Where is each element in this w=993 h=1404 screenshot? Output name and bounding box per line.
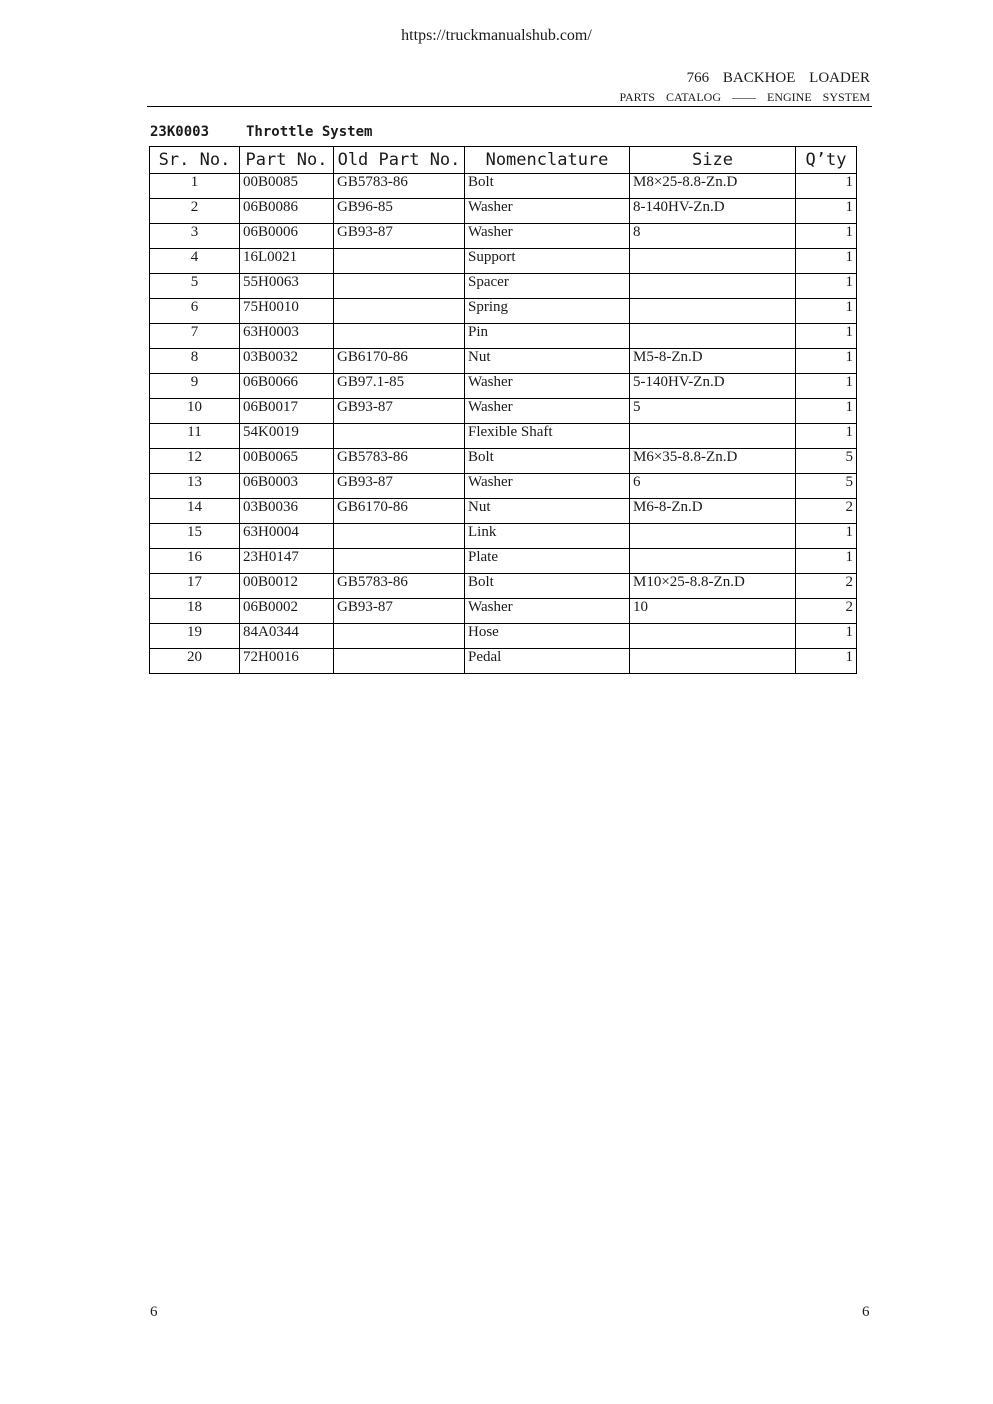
table-row [150, 524, 857, 549]
column-header-sr-no: Sr. No. [150, 147, 240, 174]
cell-old-part-no: GB5783-86 [334, 449, 465, 474]
cell-nomenclature: Plate [465, 549, 630, 574]
section-name: Throttle System [246, 124, 373, 140]
cell-nomenclature: Washer [465, 199, 630, 224]
cell-part-no: 06B0006 [240, 224, 334, 249]
table-row [150, 174, 857, 199]
cell-qty: 1 [796, 174, 857, 199]
cell-qty: 1 [796, 374, 857, 399]
cell-nomenclature: Washer [465, 474, 630, 499]
cell-qty: 1 [796, 299, 857, 324]
cell-qty: 1 [796, 624, 857, 649]
cell-sr-no: 3 [150, 224, 240, 249]
table-row [150, 449, 857, 474]
cell-old-part-no: GB93-87 [334, 399, 465, 424]
cell-qty: 2 [796, 499, 857, 524]
cell-nomenclature: Pin [465, 324, 630, 349]
cell-qty: 1 [796, 424, 857, 449]
cell-size [630, 274, 796, 299]
cell-size [630, 549, 796, 574]
table-row [150, 499, 857, 524]
section-code: 23K0003 [150, 124, 210, 140]
cell-sr-no: 9 [150, 374, 240, 399]
cell-sr-no: 4 [150, 249, 240, 274]
catalog-section-title: PARTS CATALOG —— ENGINE SYSTEM [619, 90, 870, 104]
cell-sr-no: 11 [150, 424, 240, 449]
cell-part-no: 06B0002 [240, 599, 334, 624]
cell-sr-no: 10 [150, 399, 240, 424]
cell-part-no: 03B0036 [240, 499, 334, 524]
cell-qty: 5 [796, 449, 857, 474]
cell-sr-no: 17 [150, 574, 240, 599]
cell-sr-no: 2 [150, 199, 240, 224]
page-number-left: 6 [150, 1304, 158, 1320]
cell-old-part-no: GB5783-86 [334, 174, 465, 199]
cell-sr-no: 5 [150, 274, 240, 299]
cell-qty: 1 [796, 199, 857, 224]
model-title: 766 BACKHOE LOADER [686, 70, 870, 86]
cell-size [630, 324, 796, 349]
cell-sr-no: 20 [150, 649, 240, 674]
cell-nomenclature: Pedal [465, 649, 630, 674]
cell-size: 6 [630, 474, 796, 499]
cell-size: M8×25-8.8-Zn.D [630, 174, 796, 199]
cell-part-no: 06B0066 [240, 374, 334, 399]
cell-sr-no: 6 [150, 299, 240, 324]
cell-nomenclature: Hose [465, 624, 630, 649]
cell-size: 8-140HV-Zn.D [630, 199, 796, 224]
cell-old-part-no [334, 324, 465, 349]
table-row [150, 399, 857, 424]
parts-table-body [150, 174, 857, 674]
table-row [150, 649, 857, 674]
table-row [150, 249, 857, 274]
cell-nomenclature: Bolt [465, 449, 630, 474]
table-row [150, 274, 857, 299]
cell-nomenclature: Nut [465, 499, 630, 524]
cell-old-part-no: GB6170-86 [334, 349, 465, 374]
cell-qty: 2 [796, 574, 857, 599]
cell-size: M6-8-Zn.D [630, 499, 796, 524]
cell-sr-no: 7 [150, 324, 240, 349]
cell-size [630, 524, 796, 549]
cell-old-part-no: GB93-87 [334, 224, 465, 249]
cell-qty: 1 [796, 524, 857, 549]
table-row [150, 624, 857, 649]
cell-sr-no: 19 [150, 624, 240, 649]
cell-size: M6×35-8.8-Zn.D [630, 449, 796, 474]
table-row [150, 374, 857, 399]
column-header-qty: Q’ty [796, 147, 857, 174]
cell-size [630, 299, 796, 324]
cell-old-part-no [334, 299, 465, 324]
cell-nomenclature: Bolt [465, 574, 630, 599]
cell-size: 5 [630, 399, 796, 424]
cell-qty: 1 [796, 324, 857, 349]
table-row [150, 324, 857, 349]
cell-old-part-no: GB93-87 [334, 599, 465, 624]
cell-size: 10 [630, 599, 796, 624]
cell-old-part-no [334, 249, 465, 274]
cell-old-part-no [334, 649, 465, 674]
table-row [150, 424, 857, 449]
table-row [150, 224, 857, 249]
column-header-size: Size [630, 147, 796, 174]
header-divider [147, 106, 872, 107]
cell-part-no: 54K0019 [240, 424, 334, 449]
cell-old-part-no: GB96-85 [334, 199, 465, 224]
cell-part-no: 75H0010 [240, 299, 334, 324]
cell-qty: 1 [796, 249, 857, 274]
cell-nomenclature: Nut [465, 349, 630, 374]
column-header-nomenclature: Nomenclature [465, 147, 630, 174]
cell-part-no: 55H0063 [240, 274, 334, 299]
cell-old-part-no: GB97.1-85 [334, 374, 465, 399]
cell-part-no: 06B0086 [240, 199, 334, 224]
cell-part-no: 23H0147 [240, 549, 334, 574]
cell-part-no: 06B0003 [240, 474, 334, 499]
cell-part-no: 84A0344 [240, 624, 334, 649]
cell-size [630, 624, 796, 649]
cell-sr-no: 16 [150, 549, 240, 574]
cell-old-part-no: GB93-87 [334, 474, 465, 499]
cell-qty: 5 [796, 474, 857, 499]
cell-sr-no: 8 [150, 349, 240, 374]
table-row [150, 299, 857, 324]
cell-nomenclature: Spacer [465, 274, 630, 299]
cell-nomenclature: Support [465, 249, 630, 274]
cell-nomenclature: Washer [465, 599, 630, 624]
cell-qty: 1 [796, 649, 857, 674]
cell-old-part-no: GB6170-86 [334, 499, 465, 524]
cell-nomenclature: Washer [465, 224, 630, 249]
cell-part-no: 16L0021 [240, 249, 334, 274]
cell-part-no: 03B0032 [240, 349, 334, 374]
cell-sr-no: 12 [150, 449, 240, 474]
table-row [150, 599, 857, 624]
cell-old-part-no [334, 549, 465, 574]
cell-sr-no: 13 [150, 474, 240, 499]
cell-size: 8 [630, 224, 796, 249]
cell-sr-no: 18 [150, 599, 240, 624]
cell-qty: 1 [796, 399, 857, 424]
source-url: https://truckmanualshub.com/ [401, 27, 592, 44]
cell-nomenclature: Washer [465, 399, 630, 424]
cell-nomenclature: Flexible Shaft [465, 424, 630, 449]
table-header-row [150, 147, 857, 174]
cell-old-part-no [334, 624, 465, 649]
column-header-old-part-no: Old Part No. [334, 147, 465, 174]
cell-size [630, 649, 796, 674]
cell-sr-no: 1 [150, 174, 240, 199]
cell-part-no: 63H0003 [240, 324, 334, 349]
cell-size [630, 249, 796, 274]
cell-part-no: 72H0016 [240, 649, 334, 674]
table-row [150, 199, 857, 224]
table-row [150, 549, 857, 574]
table-row [150, 349, 857, 374]
section-heading [150, 124, 372, 140]
cell-old-part-no [334, 524, 465, 549]
cell-nomenclature: Spring [465, 299, 630, 324]
cell-qty: 1 [796, 349, 857, 374]
column-header-part-no: Part No. [240, 147, 334, 174]
table-row [150, 474, 857, 499]
cell-size: M10×25-8.8-Zn.D [630, 574, 796, 599]
cell-old-part-no [334, 424, 465, 449]
cell-nomenclature: Link [465, 524, 630, 549]
cell-part-no: 00B0012 [240, 574, 334, 599]
cell-size: 5-140HV-Zn.D [630, 374, 796, 399]
cell-part-no: 00B0085 [240, 174, 334, 199]
cell-nomenclature: Bolt [465, 174, 630, 199]
cell-qty: 1 [796, 224, 857, 249]
cell-size [630, 424, 796, 449]
cell-size: M5-8-Zn.D [630, 349, 796, 374]
cell-old-part-no [334, 274, 465, 299]
cell-nomenclature: Washer [465, 374, 630, 399]
cell-part-no: 06B0017 [240, 399, 334, 424]
parts-table [149, 146, 857, 674]
cell-qty: 1 [796, 274, 857, 299]
cell-old-part-no: GB5783-86 [334, 574, 465, 599]
page-number-right: 6 [862, 1304, 870, 1320]
cell-qty: 2 [796, 599, 857, 624]
cell-sr-no: 14 [150, 499, 240, 524]
cell-sr-no: 15 [150, 524, 240, 549]
cell-part-no: 00B0065 [240, 449, 334, 474]
table-row [150, 574, 857, 599]
cell-part-no: 63H0004 [240, 524, 334, 549]
cell-qty: 1 [796, 549, 857, 574]
